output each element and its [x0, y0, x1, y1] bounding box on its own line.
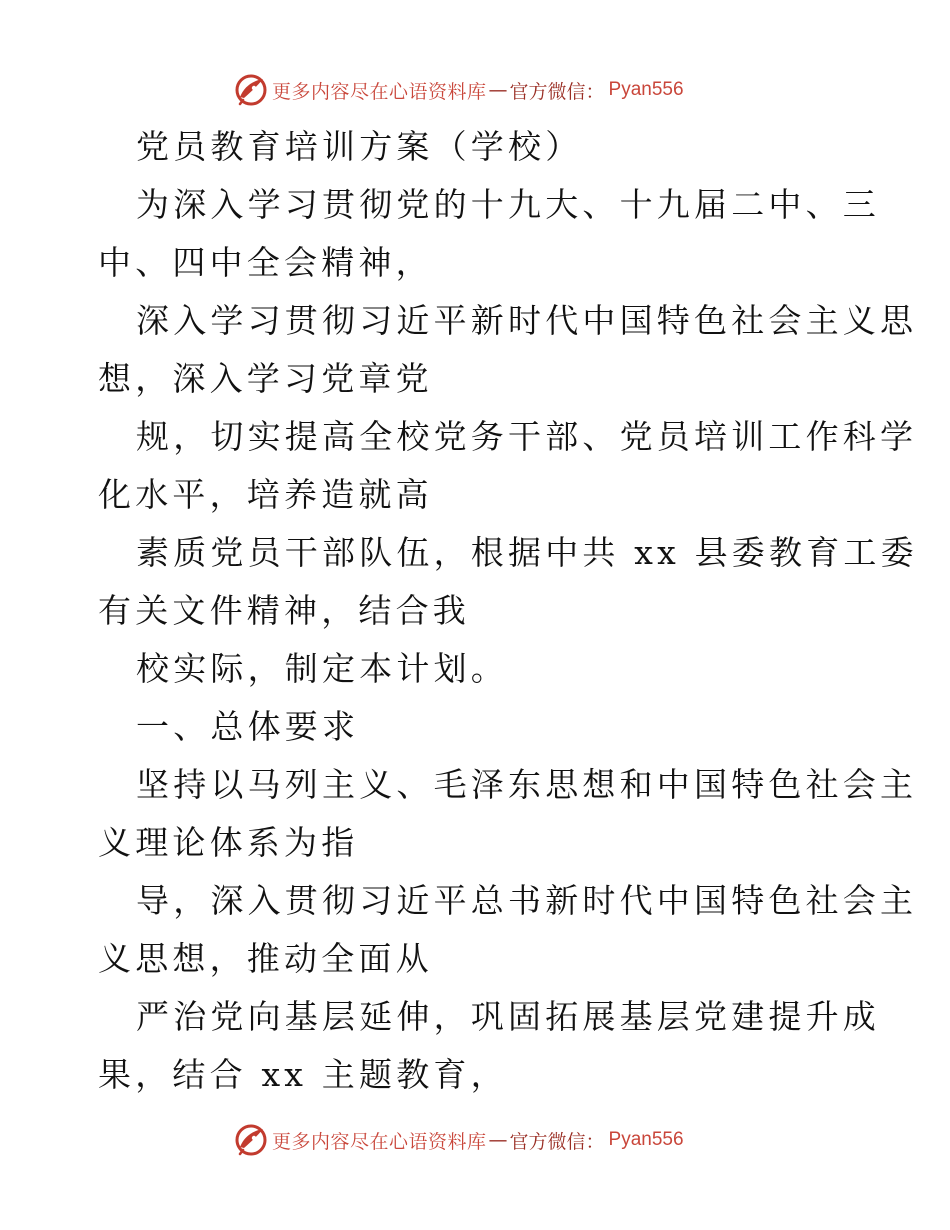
- header-watermark: [234, 73, 714, 107]
- watermark-separator: —: [488, 79, 508, 101]
- paragraph-line: 义理论体系为指: [98, 823, 359, 862]
- paragraph-line: 严治党向基层延伸，巩固拓展基层党建提升成: [136, 997, 880, 1036]
- paragraph-line: 深入学习贯彻习近平新时代中国特色社会主义思: [136, 301, 918, 340]
- paragraph-line: 果，结合 xx 主题教育，: [98, 1055, 508, 1094]
- paragraph-line: 规，切实提高全校党务干部、党员培训工作科学: [136, 417, 918, 456]
- paragraph-line: 为深入学习贯彻党的十九大、十九届二中、三: [136, 185, 880, 224]
- watermark-main-text: 更多内容尽在心语资料库: [272, 80, 487, 103]
- watermark-channel: 官方微信：: [509, 80, 605, 103]
- watermark-account: Pyan556: [608, 1129, 684, 1150]
- paragraph-line: 义思想，推动全面从: [98, 939, 433, 978]
- document-title: 党员教育培训方案（学校）: [136, 127, 583, 166]
- paragraph-line: 坚持以马列主义、毛泽东思想和中国特色社会主: [136, 765, 918, 804]
- watermark-separator: —: [488, 1129, 508, 1151]
- paragraph-line: 中、四中全会精神，: [98, 243, 433, 282]
- footer-watermark: [234, 1123, 714, 1157]
- paragraph-line: 想，深入学习党章党: [98, 359, 433, 398]
- paragraph-line: 素质党员干部队伍，根据中共 xx 县委教育工委: [136, 533, 918, 572]
- watermark-account: Pyan556: [608, 79, 684, 100]
- watermark-channel: 官方微信：: [509, 1130, 605, 1153]
- paragraph-line: 校实际，制定本计划。: [136, 649, 508, 688]
- watermark-main-text: 更多内容尽在心语资料库: [272, 1130, 487, 1153]
- pen-logo-icon: [234, 73, 268, 107]
- paragraph-line: 有关文件精神，结合我: [98, 591, 470, 630]
- paragraph-line: 导，深入贯彻习近平总书新时代中国特色社会主: [136, 881, 918, 920]
- paragraph-line: 化水平，培养造就高: [98, 475, 433, 514]
- pen-logo-icon: [234, 1123, 268, 1157]
- section-heading: 一、总体要求: [136, 707, 360, 746]
- document-body: [98, 118, 918, 1104]
